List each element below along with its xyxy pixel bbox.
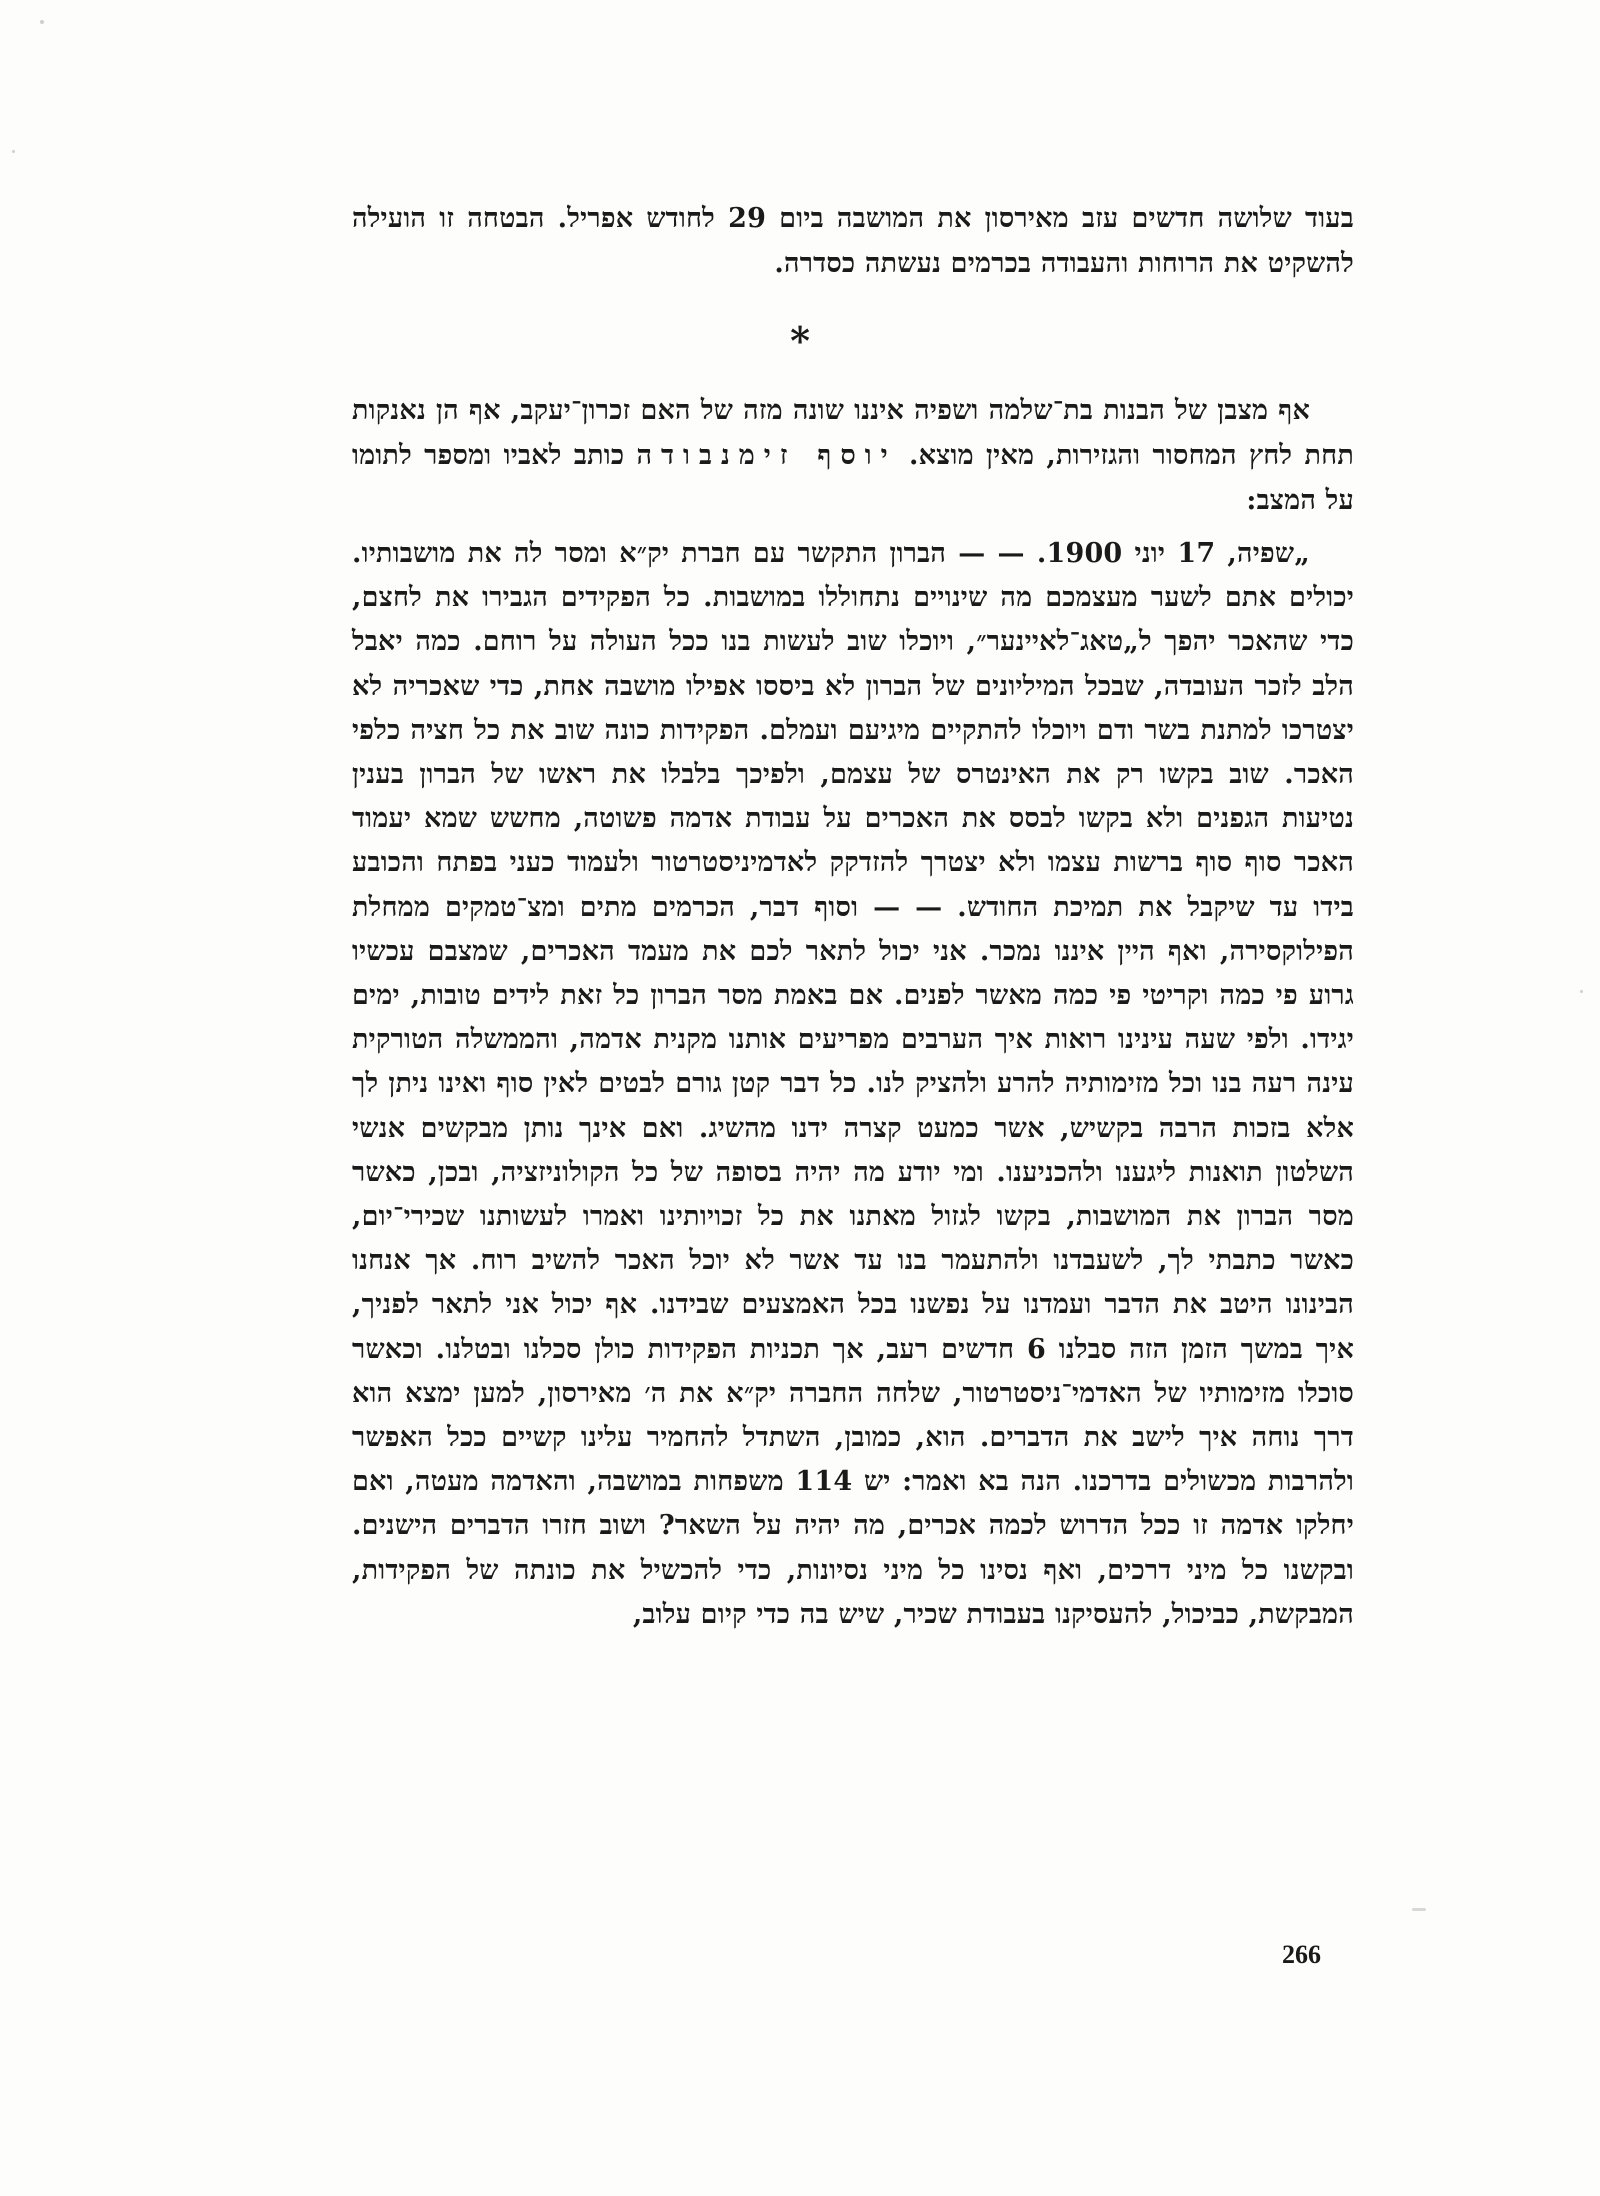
author-name: יוסף זימנבודה — [636, 440, 897, 471]
scan-speck — [1580, 990, 1583, 993]
letter-quote: „שפיה, 17 יוני 1900. — — הברון התקשר עם חברת יק״א ומסר לה את מושבותיו. יכולים אתם לשער מעצמכם מה שינויים נתחוללו במושבות. כל הפקידים הגבירו את לחצם, כדי שהאכר יהפך ל„טאג־לאיינער״, ויוכלו שוב לעשות בנו ככל העולה על רוחם. כמה יאבל הלב לזכר העובדה, שבכל המיליונים של הברון לא ביססו אפילו מושבה אחת, כדי שאכריה לא יצטרכו למתנת בשר ודם ויוכלו להתקיים מיגיעם ועמלם. הפקידות כונה שוב את כל חציה כלפי האכר. שוב בקשו רק את האינטרס של עצמם, ולפיכך בלבלו את ראשו של הברון בענין נטיעות הגפנים ולא בקשו לבסס את האכרים על עבודת אדמה פשוטה, מחשש שמא יעמוד האכר סוף סוף ברשות עצמו ולא יצטרך להזדקק לאדמיניסטרטור ולעמוד כעני בפתח והכובע בידו עד שיקבל את תמיכת החודש. — — וסוף דבר, הכרמים מתים ומצ־טמקים ממחלת הפילוקסירה, ואף היין איננו נמכר. אני יכול לתאר לכם את מעמד האכרים, שמצבם עכשיו גרוע פי כמה וקריטי פי כמה מאשר לפנים. אם באמת מסר הברון כל זאת לידים טובות, ימים יגידו. ולפי שעה עינינו רואות איך הערבים מפריעים אותנו מקנית אדמה, והממשלה הטורקית עינה רעה בנו וכל מזימותיה להרע ולהציק לנו. כל דבר קטן גורם לבטים לאין סוף ואינו ניתן לך אלא בזכות הרבה בקשיש, אשר כמעט קצרה ידנו מהשיג. ואם אינך נותן מבקשים אנשי השלטון תואנות ליגענו ולהכניענו. ומי יודע מה יהיה בסופה של כל הקולוניזציה, ובכן, כאשר מסר הברון את המושבות, בקשו לגזול מאתנו את כל זכויותינו ואמרו לעשותנו שכירי־יום, כאשר כתבתי לך, לשעבדנו ולהתעמר בנו עד אשר לא יוכל האכר להשיב רוח. אך אנחנו הבינונו היטב את הדבר ועמדנו על נפשנו בכל האמצעים שבידנו. אף יכול אני לתאר לפניך, איך במשך הזמן הזה סבלנו 6 חדשים רעב, אך תכניות הפקידות כולן סכלנו ובטלנו. וכאשר סוכלו מזימותיו של האדמי־ניסטרטור, שלחה החברה יק״א את ה׳ מאירסון, למען ימצא הוא דרך נוחה איך לישב את הדברים. הוא, כמובן, השתדל להחמיר עלינו קשיים ככל האפשר ולהרבות מכשולים בדרכנו. הנה בא ואמר: יש 114 משפחות במושבה, והאדמה מעטה, ואם יחלקו אדמה זו ככל הדרוש לכמה אכרים, מה יהיה על השאר? ושוב חזרו הדברים הישנים. ובקשנו כל מיני דרכים, ואף נסינו כל מיני נסיונות, כדי להכשיל את כונתה של הפקידות, המבקשת, כביכול, להעסיקנו בעבודת שכיר, שיש בה כדי קיום עלוב, — [352, 538, 1355, 1630]
page-number: 266 — [1282, 1940, 1321, 1969]
paragraph-2-outro: כותב לאביו ומספר לתומו על המצב: — [352, 440, 1354, 516]
scan-speck — [1412, 1908, 1426, 1911]
scan-speck — [12, 150, 15, 153]
scan-speck — [40, 20, 44, 24]
paragraph-1: בעוד שלושה חדשים עזב מאירסון את המושבה ביום 29 לחודש אפריל. הבטחה זו הועילה להשקיט את הרוחות והעבודה בכרמים נעשתה כסדרה. — [352, 203, 1354, 279]
section-separator: * — [790, 318, 810, 363]
paragraph-2-intro: אף מצבן של הבנות בת־שלמה ושפיה איננו שונה מזה של האם זכרון־יעקב, אף הן נאנקות תחת לחץ המחסור והגזירות, מאין מוצא. — [352, 395, 1354, 471]
paragraph-2 — [352, 388, 1354, 523]
